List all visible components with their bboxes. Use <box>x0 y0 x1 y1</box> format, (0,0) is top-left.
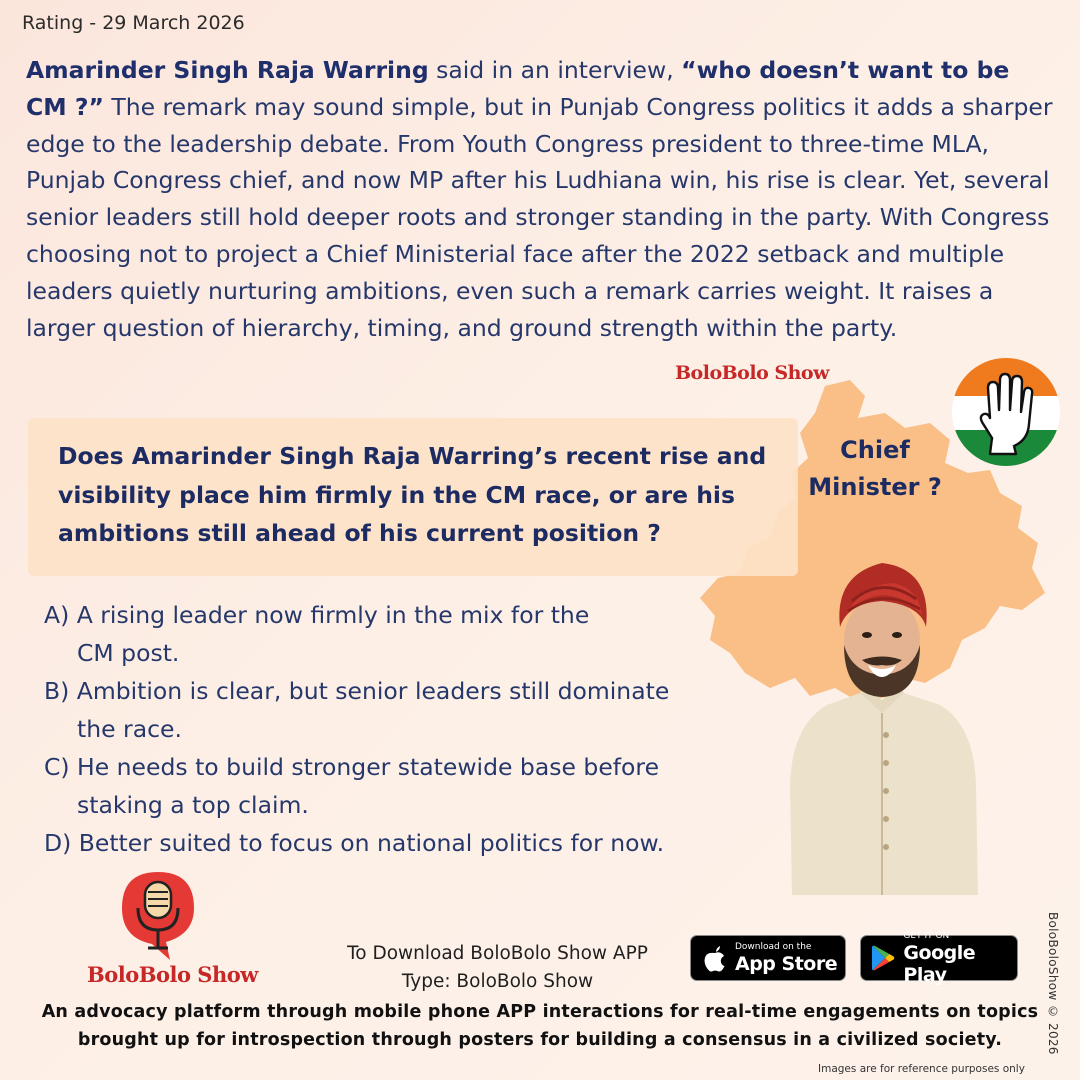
cm-tag-line2: Minister ? <box>808 473 942 501</box>
cm-tag-line1: Chief <box>840 436 910 464</box>
option-c-line1: C) He needs to build stronger statewide base before <box>44 753 660 781</box>
download-line2: Type: BoloBolo Show <box>401 971 594 992</box>
option-a[interactable] <box>44 596 764 672</box>
cm-tag <box>800 432 950 506</box>
app-store-button[interactable] <box>690 935 846 981</box>
option-d-line1: D) Better suited to focus on national politics for now. <box>44 829 665 857</box>
brand-watermark: BoloBolo Show <box>675 362 829 384</box>
advocacy-line1: An advocacy platform through mobile phone APP interactions for real-time engagements on topics <box>41 1002 1039 1022</box>
download-instructions <box>320 940 675 996</box>
article-intro: said in an interview, <box>428 56 682 84</box>
disclaimer-text: Images are for reference purposes only <box>818 1063 1025 1075</box>
option-a-line2: CM post. <box>77 639 180 667</box>
politician-portrait <box>782 535 982 895</box>
option-c[interactable] <box>44 748 764 824</box>
article-paragraph <box>26 52 1056 346</box>
google-play-button[interactable] <box>860 930 1018 986</box>
option-c-line2: staking a top claim. <box>77 791 309 819</box>
advocacy-statement <box>30 998 1050 1054</box>
google-play-label: Google Play <box>903 941 976 986</box>
options-list <box>44 596 764 862</box>
option-b[interactable] <box>44 672 764 748</box>
google-play-icon <box>871 944 895 972</box>
article-body: The remark may sound simple, but in Punjab Congress politics it adds a sharper edge to the leadership debate. From Youth Congress president to three-time MLA, Punjab Congress chief, and now MP after his Ludhiana win, his rise is clear. Yet, several senior leaders still hold deeper roots and stronger standing in the party. With Congress choosing not to project a Chief Ministerial face after the 2022 setback and multiple leaders quietly nurturing ambitions, even such a remark carries weight. It raises a larger question of hierarchy, timing, and ground strength within the party. <box>26 92 1053 342</box>
advocacy-line2: brought up for introspection through posters for building a consensus in a civilized society. <box>77 1030 1003 1050</box>
apple-icon <box>703 944 727 972</box>
option-a-line1: A) A rising leader now firmly in the mix for the <box>44 601 590 629</box>
copyright-notice: BoloBoloShow © 2026 <box>1046 912 1060 1055</box>
app-store-small-label: Download on the <box>735 941 812 952</box>
option-d[interactable] <box>44 824 764 862</box>
app-store-label: App Store <box>735 952 838 975</box>
article-name: Amarinder Singh Raja Warring <box>26 56 429 84</box>
congress-hand-icon <box>952 358 1060 466</box>
option-b-line2: the race. <box>77 715 182 743</box>
brand-logo-text: BoloBolo Show <box>87 962 258 987</box>
podcast-microphone-icon <box>118 868 198 968</box>
download-line1: To Download BoloBolo Show APP <box>347 943 648 964</box>
option-b-line1: B) Ambition is clear, but senior leaders still dominate <box>44 677 670 705</box>
google-play-small-label: GET IT ON <box>903 930 950 941</box>
article-quote: “who doesn’t want to be CM ?” <box>26 56 1010 121</box>
date-line: Rating - 29 March 2026 <box>22 12 245 34</box>
question-text: Does Amarinder Singh Raja Warring’s recent rise and visibility place him firmly in the CM race, or are his ambitions still ahead of his current position ? <box>58 442 767 547</box>
